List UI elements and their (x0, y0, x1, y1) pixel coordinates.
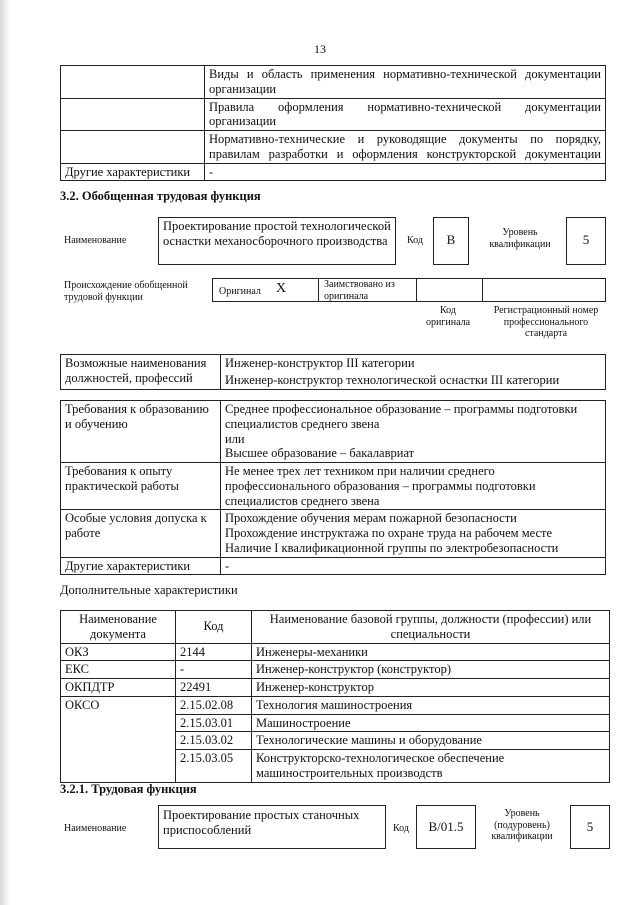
knowledge-item: Нормативно-технические и руководящие документы по порядку, правилам разработки и оформления конструкторской документации (205, 131, 606, 164)
other-characteristics-value: - (205, 163, 606, 181)
doc-cell: ОКПДТР (61, 679, 176, 697)
table-row (61, 661, 610, 679)
name-cell: Инженер-конструктор (конструктор) (252, 661, 610, 679)
page-number: 13 (314, 42, 326, 56)
name-cell: Машиностроение (252, 714, 610, 732)
gtf-level-value: 5 (566, 217, 606, 265)
req-line: Наличие I квалификационной группы по электробезопасности (225, 540, 559, 555)
borrowed-label: Заимствовано из оригинала (324, 279, 395, 302)
table-row (61, 463, 606, 510)
table-row (61, 98, 606, 131)
req-experience-label: Требования к опыту практической работы (61, 463, 221, 510)
code-label: Код (407, 235, 423, 246)
table-row (61, 679, 610, 697)
table-row (61, 66, 606, 99)
section-3-2-1-title: 3.2.1. Трудовая функция (60, 782, 197, 796)
positions-table (60, 354, 606, 390)
doc-cell: ОКЗ (61, 643, 176, 661)
orig-code-label: Код оригинала (425, 305, 471, 328)
table-row (61, 510, 606, 557)
req-experience-value (221, 463, 606, 510)
knowledge-item: Виды и область применения нормативно-технической документации организации (205, 66, 606, 99)
other-characteristics-label: Другие характеристики (61, 163, 205, 181)
code-cell: 2144 (176, 643, 252, 661)
empty-label-cell (61, 98, 205, 131)
origin-label: Происхождение обобщенной трудовой функции (64, 280, 188, 303)
name-label: Наименование (64, 235, 127, 246)
code-cell: 2.15.02.08 (176, 696, 252, 714)
table-row (61, 401, 606, 463)
req-line: или (225, 431, 245, 446)
origin-divider (482, 278, 483, 302)
table-row (61, 643, 610, 661)
name-cell: Инженеры-механики (252, 643, 610, 661)
level-label: Уровень квалификации (489, 227, 551, 250)
req-line: Прохождение инструктажа по охране труда на рабочем месте (225, 526, 553, 540)
position-item: Инженер-конструктор технологической оснастки III категории (221, 372, 606, 389)
req-line: Не менее трех лет техником при наличии среднего профессионального образования – программы подготовки специалистов среднего звена (225, 464, 536, 508)
req-education-label: Требования к образованию и обучению (61, 401, 221, 463)
top-knowledge-table (60, 65, 606, 181)
tf-code-label: Код (393, 823, 409, 834)
code-cell: 2.15.03.02 (176, 732, 252, 750)
knowledge-item: Правила оформления нормативно-технической документации организации (205, 98, 606, 131)
table-row (61, 696, 610, 714)
doc-cell: ЕКС (61, 661, 176, 679)
name-cell: Инженер-конструктор (252, 679, 610, 697)
gtf-code-value: В (433, 217, 469, 265)
header-code: Код (176, 611, 252, 644)
header-document: Наименование документа (61, 611, 176, 644)
tf-name-label: Наименование (64, 823, 127, 834)
origin-divider (318, 278, 319, 302)
tf-name-value: Проектирование простых станочных приспособлений (158, 805, 386, 849)
reg-number-label: Регистрационный номер профессионального стандарта (493, 305, 599, 339)
doc-cell: ОКСО (61, 696, 176, 782)
positions-label: Возможные наименования должностей, профессий (61, 355, 221, 390)
name-cell: Конструкторско-технологическое обеспечение машиностроительных производств (252, 750, 610, 783)
req-education-value (221, 401, 606, 463)
additional-table (60, 610, 610, 783)
name-cell: Технология машиностроения (252, 696, 610, 714)
header-name: Наименование базовой группы, должности (профессии) или специальности (252, 611, 610, 644)
req-conditions-value (221, 510, 606, 557)
section-3-2-title: 3.2. Обобщенная трудовая функция (60, 189, 261, 203)
table-row (61, 355, 606, 372)
origin-divider (416, 278, 417, 302)
tf-level-label: Уровень (подуровень) квалификации (491, 808, 553, 842)
empty-label-cell (61, 66, 205, 99)
table-header-row (61, 611, 610, 644)
table-row (61, 163, 606, 181)
code-cell: 2.15.03.01 (176, 714, 252, 732)
code-cell: 22491 (176, 679, 252, 697)
req-line: Прохождение обучения мерам пожарной безопасности (225, 511, 517, 526)
requirements-table (60, 400, 606, 575)
original-mark: X (276, 281, 287, 296)
scan-edge-shadow (0, 0, 10, 905)
original-label: Оригинал (219, 286, 261, 297)
req-other-label: Другие характеристики (61, 557, 221, 575)
table-row (61, 131, 606, 164)
req-line: Среднее профессиональное образование – программы подготовки специалистов среднего звена (225, 402, 578, 431)
additional-title: Дополнительные характеристики (60, 583, 238, 597)
tf-code-value: В/01.5 (416, 805, 476, 849)
req-line: Высшее образование – бакалавриат (225, 446, 415, 461)
position-item: Инженер-конструктор III категории (221, 355, 606, 372)
name-cell: Технологические машины и оборудование (252, 732, 610, 750)
code-cell: 2.15.03.05 (176, 750, 252, 783)
code-cell: - (176, 661, 252, 679)
tf-level-value: 5 (570, 805, 610, 849)
gtf-name-value: Проектирование простой технологической оснастки механосборочного производства (158, 217, 396, 265)
table-row (61, 557, 606, 575)
empty-label-cell (61, 131, 205, 164)
req-conditions-label: Особые условия допуска к работе (61, 510, 221, 557)
req-line: - (225, 558, 230, 573)
req-other-value (221, 557, 606, 575)
